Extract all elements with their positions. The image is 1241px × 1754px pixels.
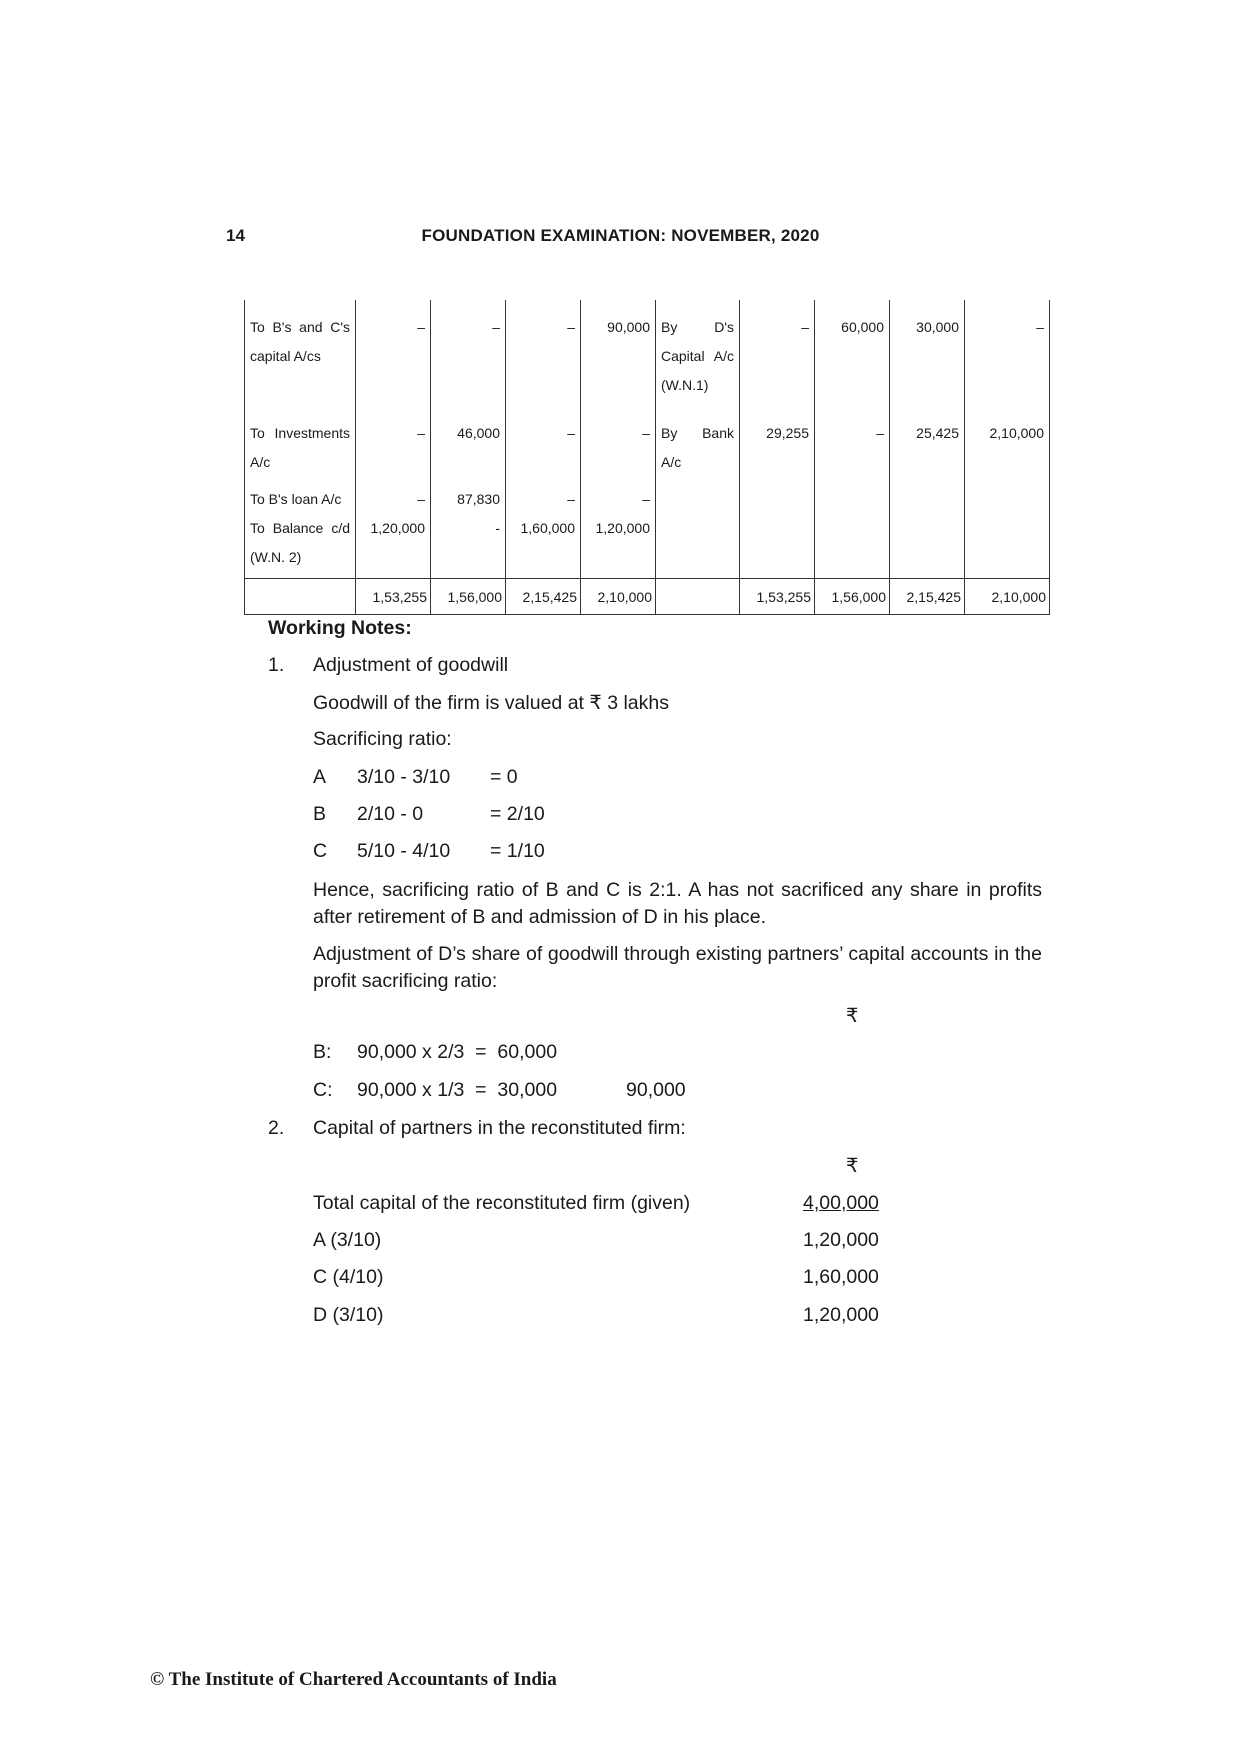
- ratio-calc: 3/10 - 3/10: [357, 766, 451, 788]
- ratio-result: = 1/10: [490, 840, 545, 862]
- note1-number: 1.: [268, 654, 285, 676]
- debit-cell: 87,830: [431, 483, 506, 514]
- capital-row-label: Total capital of the reconstituted firm (given): [313, 1192, 691, 1214]
- particular-cell: To Investments A/c: [245, 406, 356, 483]
- footer-copyright: © The Institute of Chartered Accountants of India: [150, 1669, 557, 1690]
- debit-cell: 1,20,000: [581, 514, 656, 579]
- adjustment-calc: 90,000 x 2/3 = 60,000: [357, 1041, 558, 1063]
- page-title: FOUNDATION EXAMINATION: NOVEMBER, 2020: [421, 226, 820, 245]
- credit-cell: [890, 483, 965, 514]
- ratio-calc: 2/10 - 0: [357, 803, 424, 825]
- debit-cell: 1,60,000: [506, 514, 581, 579]
- adjustment-calc: 90,000 x 1/3 = 30,000: [357, 1079, 558, 1101]
- working-notes-heading: Working Notes:: [268, 617, 412, 639]
- totals-row: [245, 579, 1050, 615]
- goodwill-adjustment-explanation: Adjustment of D’s share of goodwill through existing partners’ capital accounts in the profit sacrificing ratio:: [313, 943, 1042, 992]
- capital-row-label: C (4/10): [313, 1266, 384, 1288]
- debit-cell: 90,000: [581, 300, 656, 406]
- table-row: [245, 300, 1050, 406]
- adjustment-label: B:: [313, 1041, 332, 1063]
- ratio-partner: A: [313, 766, 327, 788]
- debit-total-cell: 2,15,425: [506, 579, 581, 615]
- particular-cell: To B's loan A/c: [245, 483, 356, 514]
- rupee-symbol: ₹: [846, 1155, 859, 1177]
- credit-cell: [815, 483, 890, 514]
- table-row: [245, 406, 1050, 483]
- credit-total-cell: 1,53,255: [740, 579, 815, 615]
- debit-cell: –: [506, 406, 581, 483]
- debit-cell: –: [581, 406, 656, 483]
- debit-cell: –: [431, 300, 506, 406]
- capital-accounts-table: [244, 300, 1050, 615]
- debit-cell: –: [581, 483, 656, 514]
- credit-cell: –: [965, 300, 1050, 406]
- particular-cell: To Balance c/d (W.N. 2): [245, 514, 356, 579]
- ratio-partner: B: [313, 803, 327, 825]
- credit-cell: [890, 514, 965, 579]
- credit-cell: –: [740, 300, 815, 406]
- sacrificing-ratio-label: Sacrificing ratio:: [313, 728, 452, 750]
- debit-total-cell: 2,10,000: [581, 579, 656, 615]
- capital-row-label: A (3/10): [313, 1229, 382, 1251]
- ratio-result: = 0: [490, 766, 518, 788]
- table-row: [245, 483, 1050, 514]
- credit-total-cell: 1,56,000: [815, 579, 890, 615]
- note2-number: 2.: [268, 1117, 285, 1139]
- note2-title: Capital of partners in the reconstituted firm:: [313, 1117, 686, 1139]
- particular-cell: To B's and C's capital A/cs: [245, 300, 356, 406]
- capital-row-value: 1,20,000: [803, 1304, 879, 1326]
- capital-row-value: 1,20,000: [803, 1229, 879, 1251]
- credit-cell: [740, 483, 815, 514]
- debit-total-cell: 1,53,255: [356, 579, 431, 615]
- ratio-partner: C: [313, 840, 328, 862]
- credit-cell: 60,000: [815, 300, 890, 406]
- ratio-calc: 5/10 - 4/10: [357, 840, 451, 862]
- credit-cell: 25,425: [890, 406, 965, 483]
- debit-cell: -: [431, 514, 506, 579]
- debit-cell: –: [506, 300, 581, 406]
- page-number: 14: [226, 226, 245, 245]
- credit-particular-cell: [656, 514, 740, 579]
- capital-row-label: D (3/10): [313, 1304, 384, 1326]
- credit-particular-cell: [656, 483, 740, 514]
- debit-total-cell: 1,56,000: [431, 579, 506, 615]
- credit-cell: 30,000: [890, 300, 965, 406]
- adjustment-label: C:: [313, 1079, 333, 1101]
- credit-total-cell: 2,15,425: [890, 579, 965, 615]
- sacrificing-explanation: Hence, sacrificing ratio of B and C is 2:1. A has not sacrificed any share in profits after retirement of B and admission of D in his place.: [313, 879, 1042, 928]
- credit-cell: [815, 514, 890, 579]
- credit-total-cell: 2,10,000: [965, 579, 1050, 615]
- capital-row-value: 4,00,000: [803, 1192, 879, 1214]
- credit-cell: –: [815, 406, 890, 483]
- debit-cell: 46,000: [431, 406, 506, 483]
- capital-row-value: 1,60,000: [803, 1266, 879, 1288]
- table-row: [245, 514, 1050, 579]
- goodwill-valuation: Goodwill of the firm is valued at ₹ 3 lakhs: [313, 692, 669, 714]
- credit-particular-cell: By D's Capital A/c (W.N.1): [656, 300, 740, 406]
- credit-cell: [965, 514, 1050, 579]
- empty-cell: [656, 579, 740, 615]
- debit-cell: –: [356, 483, 431, 514]
- debit-cell: 1,20,000: [356, 514, 431, 579]
- credit-cell: [965, 483, 1050, 514]
- adjustment-total: 90,000: [626, 1079, 686, 1101]
- credit-particular-cell: By Bank A/c: [656, 406, 740, 483]
- debit-cell: –: [506, 483, 581, 514]
- note1-title: Adjustment of goodwill: [313, 654, 509, 676]
- credit-cell: [740, 514, 815, 579]
- debit-cell: –: [356, 406, 431, 483]
- credit-cell: 29,255: [740, 406, 815, 483]
- ratio-result: = 2/10: [490, 803, 545, 825]
- credit-cell: 2,10,000: [965, 406, 1050, 483]
- rupee-symbol: ₹: [846, 1005, 859, 1027]
- debit-cell: –: [356, 300, 431, 406]
- empty-cell: [245, 579, 356, 615]
